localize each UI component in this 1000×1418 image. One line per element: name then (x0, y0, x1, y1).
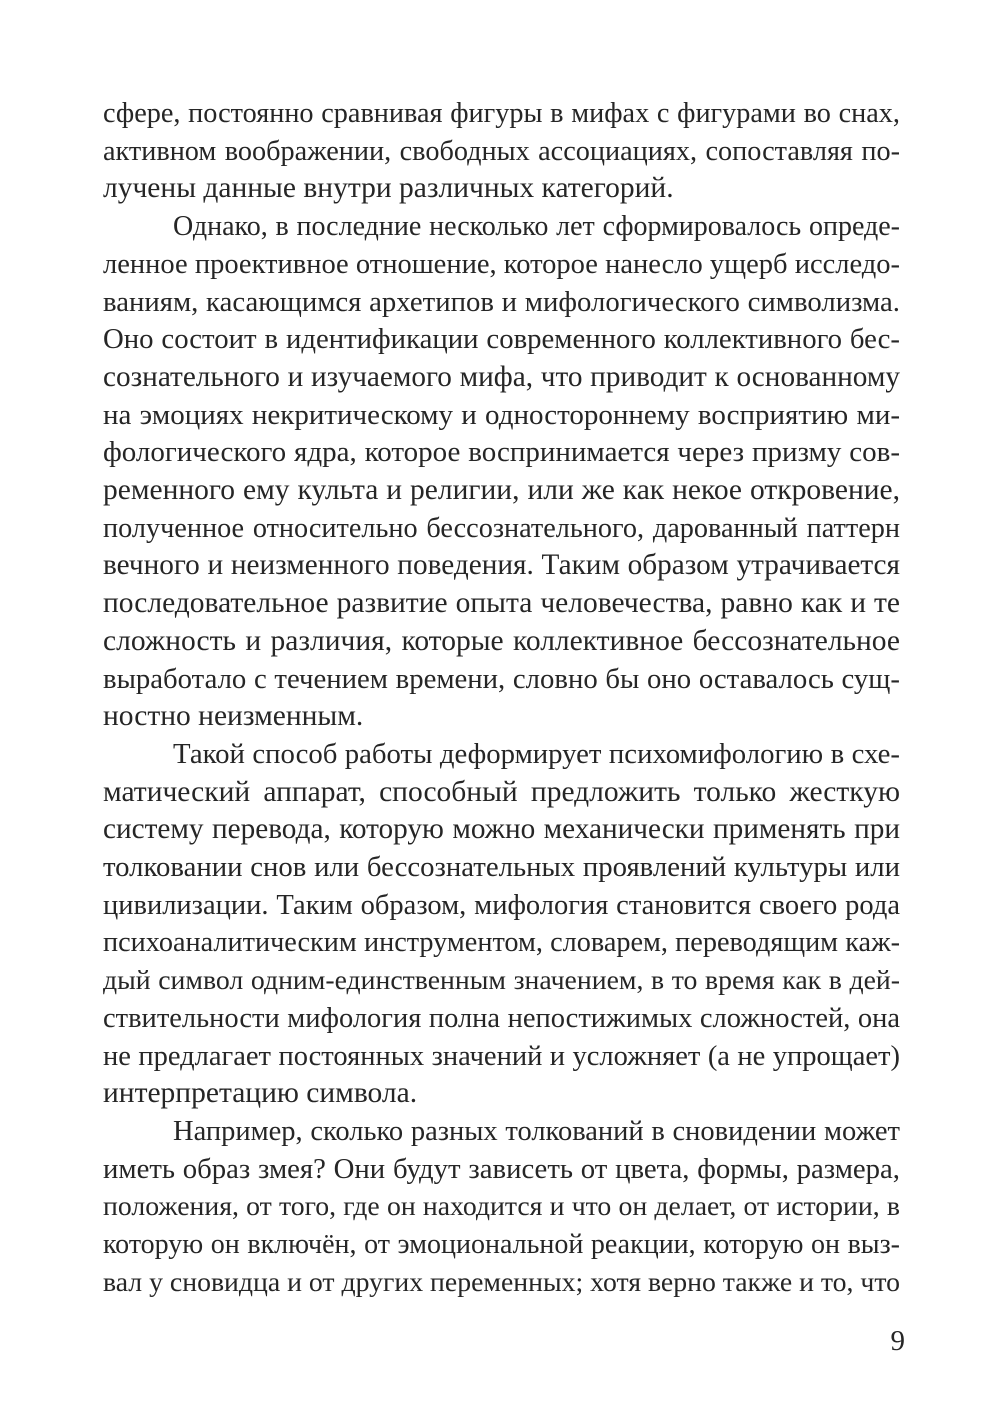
text-line: вал у сновидца и от других переменных; хотя верно также и то, что (103, 1266, 900, 1298)
text-line: психоаналитическим инструментом, словарем, переводящим каж- (103, 927, 900, 959)
paragraph-2 (103, 208, 900, 736)
text-line: не предлагает постоянных значений и усложняет (а не упрощает) (103, 1040, 900, 1072)
text-line: полученное относительно бессознательного, дарованный паттерн (103, 512, 900, 544)
text-line: Однако, в последние несколько лет сформировалось опреде- (173, 211, 900, 243)
text-line: толковании снов или бессознательных проявлений культуры или (103, 851, 900, 884)
text-line: вечного и неизменного поведения. Таким образом утрачивается (103, 549, 900, 582)
text-line: матический аппарат, способный предложить только жесткую (103, 775, 900, 808)
text-line: Такой способ работы деформирует психомифологию в схе- (173, 737, 900, 770)
text-line: фологического ядра, которое воспринимается через призму сов- (103, 436, 900, 469)
page-number: 9 (890, 1325, 905, 1357)
paragraph-1 (103, 95, 900, 208)
text-line: сложность и различия, которые коллективное бессознательное (103, 624, 900, 657)
text-line: ленное проективное отношение, которое нанесло ущерб исследо- (103, 248, 900, 280)
text-line: активном воображении, свободных ассоциациях, сопоставляя по- (103, 135, 900, 167)
text-line: систему перевода, которую можно механически применять при (103, 813, 900, 846)
paragraph-4 (103, 1113, 900, 1302)
text-line: ременного ему культа и религии, или же как некое откровение, (103, 474, 900, 507)
text-line: лучены данные внутри различных категорий. (103, 172, 674, 205)
text-line: сознательного и изучаемого мифа, что приводит к основанному (103, 360, 900, 393)
text-line: сфере, постоянно сравнивая фигуры в мифах с фигурами во снах, (103, 98, 900, 129)
paragraph-3 (103, 736, 900, 1113)
text-line: выработало с течением времени, словно бы оно оставалось сущ- (103, 662, 900, 695)
text-line: иметь образ змея? Они будут зависеть от цвета, формы, размера, (103, 1152, 900, 1185)
text-line: последовательное развитие опыта человечества, равно как и те (103, 587, 900, 620)
text-line: цивилизации. Таким образом, мифология становится своего рода (103, 889, 900, 921)
text-line: Например, сколько разных толкований в сновидении может (173, 1115, 900, 1147)
body-text (103, 95, 900, 1302)
text-line: положения, от того, где он находится и что он делает, от истории, в (103, 1191, 900, 1223)
text-line: дый символ одним-единственным значением, в то время как в дей- (103, 965, 900, 997)
text-line: ствительности мифология полна непостижимых сложностей, она (103, 1002, 900, 1034)
text-line: интерпретацию символа. (103, 1077, 418, 1110)
text-line: Оно состоит в идентификации современного коллективного бес- (103, 323, 900, 356)
text-line: ваниям, касающимся архетипов и мифологического символизма. (103, 285, 900, 318)
text-line: ностно неизменным. (103, 700, 364, 733)
text-line: на эмоциях некритическому и одностороннему восприятию ми- (103, 398, 900, 431)
text-line: которую он включён, от эмоциональной реакции, которую он выз- (103, 1229, 900, 1261)
